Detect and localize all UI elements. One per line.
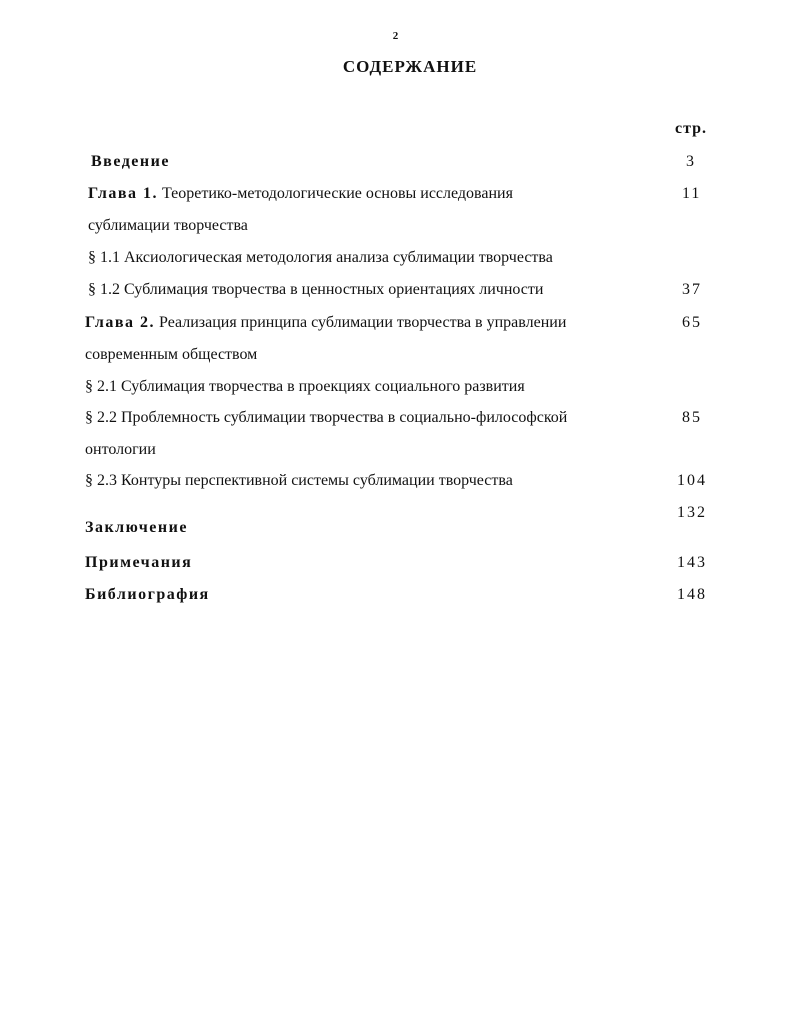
toc-entry-text: Сублимация творчества в проекциях социального развития bbox=[117, 378, 525, 395]
toc-entry-chapter-2 bbox=[85, 313, 566, 333]
toc-entry-page: 85 bbox=[682, 409, 702, 426]
toc-entry-section-1-1 bbox=[88, 248, 553, 268]
page-number: 2 bbox=[392, 30, 399, 42]
toc-entry-page: 3 bbox=[686, 153, 696, 170]
toc-entry-prefix: Глава 1. bbox=[88, 185, 158, 202]
toc-entry-page: 65 bbox=[682, 314, 702, 331]
toc-entry-section-2-1 bbox=[85, 377, 525, 397]
toc-entry-page: 143 bbox=[677, 554, 707, 571]
toc-entry-page: 37 bbox=[682, 281, 702, 298]
toc-entry-page: 11 bbox=[682, 185, 702, 202]
toc-entry-prefix: § 2.3 bbox=[85, 472, 117, 489]
toc-entry-conclusion bbox=[85, 518, 188, 538]
toc-entry-section-2-3 bbox=[85, 471, 513, 491]
toc-entry-section-2-2-continued bbox=[85, 440, 156, 460]
toc-entry-page-conclusion: 132 bbox=[677, 504, 707, 521]
toc-entry-heading: Библиография bbox=[85, 586, 210, 603]
toc-entry-prefix: § 1.2 bbox=[88, 281, 120, 298]
toc-entry-notes bbox=[85, 553, 192, 573]
toc-entry-section-1-2 bbox=[88, 280, 543, 300]
toc-entry-section-2-2 bbox=[85, 408, 567, 428]
toc-entry-bibliography bbox=[85, 585, 210, 605]
toc-entry-page: 104 bbox=[677, 472, 707, 489]
page-column-header: стр. bbox=[675, 120, 708, 137]
toc-entry-heading: Введение bbox=[91, 153, 170, 170]
toc-entry-prefix: Глава 2. bbox=[85, 314, 155, 331]
toc-entry-prefix: § 1.1 bbox=[88, 249, 120, 266]
toc-entry-prefix: § 2.1 bbox=[85, 378, 117, 395]
toc-entry-text: сублимации творчества bbox=[88, 217, 248, 234]
toc-entry-prefix: § 2.2 bbox=[85, 409, 117, 426]
toc-entry-introduction bbox=[91, 152, 170, 172]
toc-entry-text: Контуры перспективной системы сублимации творчества bbox=[117, 472, 513, 489]
toc-entry-text: Проблемность сублимации творчества в социально-философской bbox=[117, 409, 568, 426]
toc-entry-heading: Заключение bbox=[85, 519, 188, 536]
toc-entry-chapter-2-continued bbox=[85, 345, 257, 365]
toc-entry-heading: Примечания bbox=[85, 554, 193, 571]
toc-entry-chapter-1-continued bbox=[88, 216, 248, 236]
toc-entry-text: онтологии bbox=[85, 441, 156, 458]
toc-entry-text: Аксиологическая методология анализа сублимации творчества bbox=[120, 249, 553, 266]
toc-entry-text: Сублимация творчества в ценностных ориентациях личности bbox=[120, 281, 544, 298]
toc-entry-text: Теоретико-методологические основы исследования bbox=[158, 185, 513, 202]
toc-entry-text: современным обществом bbox=[85, 346, 258, 363]
toc-entry-text: Реализация принципа сублимации творчества в управлении bbox=[155, 314, 567, 331]
page-title: СОДЕРЖАНИЕ bbox=[342, 57, 478, 76]
toc-entry-page: 148 bbox=[677, 586, 707, 603]
toc-entry-chapter-1 bbox=[88, 184, 513, 204]
